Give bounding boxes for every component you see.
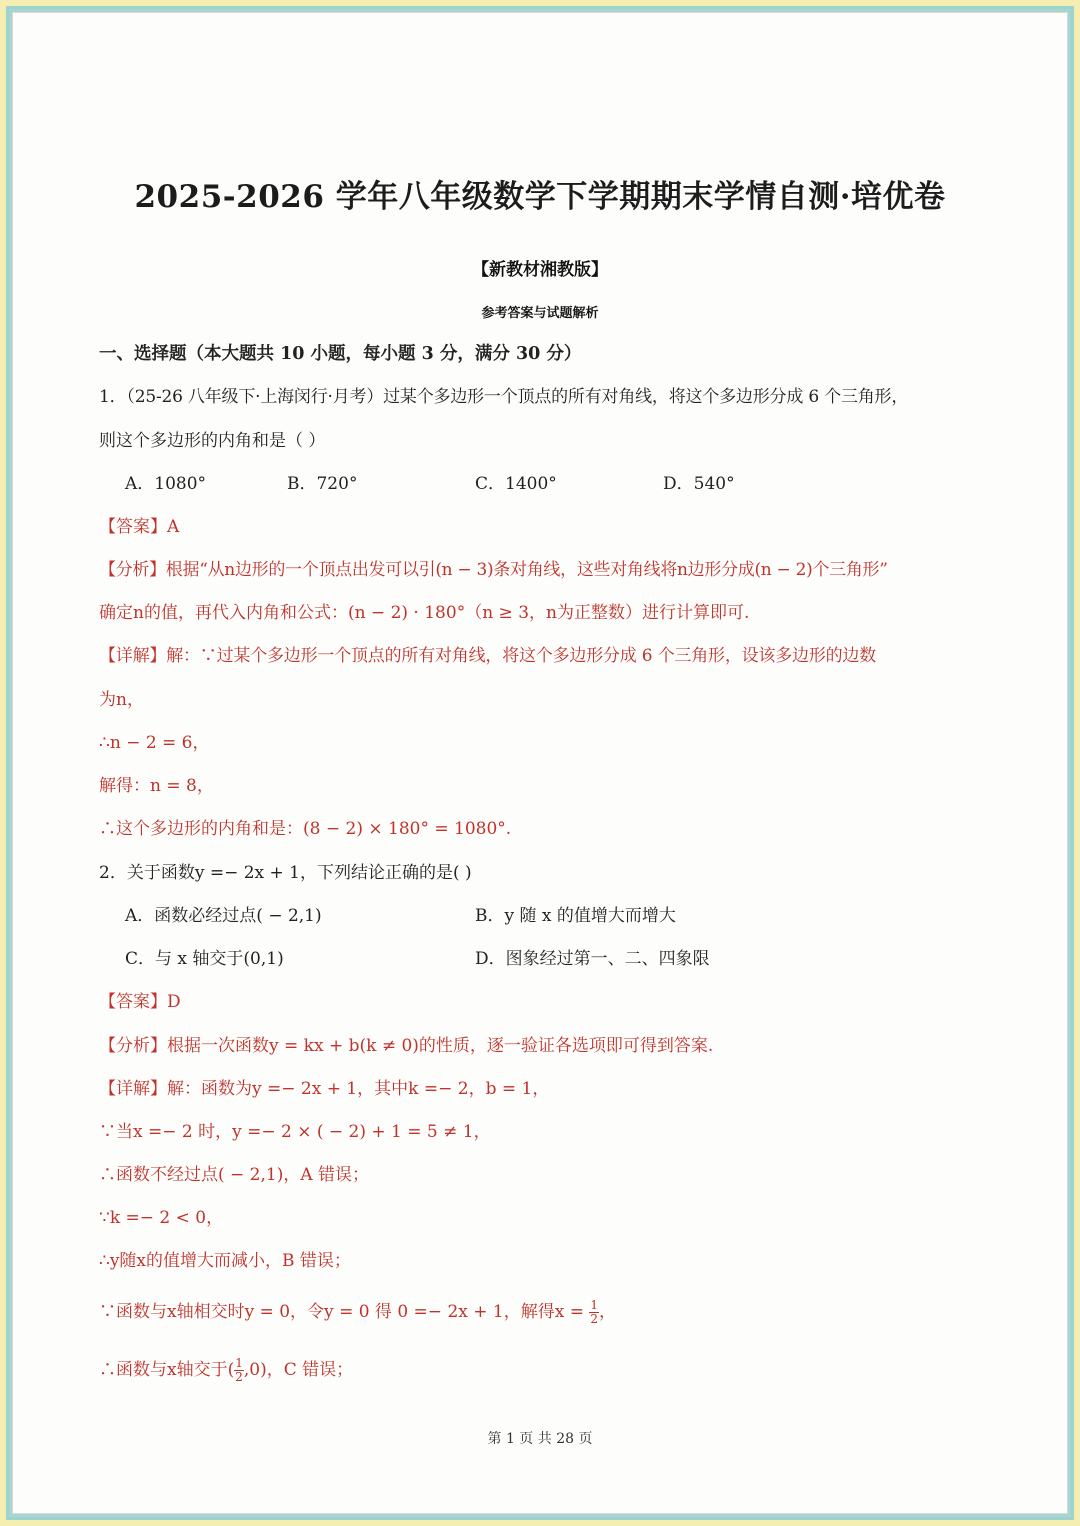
section-heading: 一、选择题（本大题共 10 小题，每小题 3 分，满分 30 分） (99, 344, 582, 364)
q2-detail-line5: ∴y随x的值增大而减小，B 错误； (99, 1251, 351, 1271)
page-footer: 第 1 页 共 28 页 (487, 1431, 593, 1447)
q2-detail-line4: ∵k =− 2 < 0， (99, 1208, 224, 1228)
q1-analysis-line1: 【分析】根据“从n边形的一个顶点出发可以引(n − 3)条对角线，这些对角线将n边形分成(n − 2)个三角形” (99, 560, 888, 580)
q1-detail-line2: 为n， (99, 690, 144, 710)
fraction-half (589, 1299, 599, 1326)
document-title: 2025-2026 学年八年级数学下学期期末学情自测·培优卷 (134, 179, 946, 215)
q2-detail-line6 (99, 1299, 1027, 1326)
q2-detail-line7 (99, 1357, 1027, 1384)
q1-option-b: B．720° (287, 474, 358, 494)
q1-option-d: D．540° (663, 474, 735, 494)
q1-detail-line3: ∴n − 2 = 6， (99, 733, 210, 753)
document-page (12, 12, 1068, 1514)
fraction-denominator: 2 (590, 1312, 599, 1326)
q1-stem-line1: 1．（25-26 八年级下·上海闵行·月考）过某个多边形一个顶点的所有对角线，将这个多边形分成 6 个三角形， (99, 387, 909, 407)
q2-stem: 2．关于函数y =− 2x + 1，下列结论正确的是( ) (99, 863, 472, 883)
q2-option-b: B．y 随 x 的值增大而增大 (475, 906, 676, 926)
q1-detail-line5: ∴这个多边形的内角和是：(8 − 2) × 180° = 1080°. (99, 819, 512, 839)
q1-detail-line1: 【详解】解：∵过某个多边形一个顶点的所有对角线，将这个多边形分成 6 个三角形，设该多边形的边数 (99, 646, 877, 666)
q2-analysis: 【分析】根据一次函数y = kx + b(k ≠ 0)的性质，逐一验证各选项即可得到答案. (99, 1036, 714, 1056)
q2-detail-line1: 【详解】解：函数为y =− 2x + 1，其中k =− 2，b = 1， (99, 1079, 550, 1099)
answer-key-subtitle: 参考答案与试题解析 (481, 306, 599, 321)
q2-detail-line7-text: ∴函数与x轴交于( (99, 1360, 235, 1380)
q1-analysis-line2: 确定n的值，再代入内角和公式：(n − 2) · 180°（n ≥ 3，n为正整数）进行计算即可. (99, 603, 750, 623)
fraction-numerator: 1 (590, 1298, 599, 1312)
q1-stem-line2: 则这个多边形的内角和是（ ） (99, 431, 326, 451)
q2-detail-line2: ∵当x =− 2 时，y =− 2 × ( − 2) + 1 = 5 ≠ 1， (99, 1122, 491, 1142)
q2-detail-line6-end: ， (599, 1302, 617, 1322)
q2-detail-line3: ∴函数不经过点( − 2,1)，A 错误； (99, 1165, 370, 1185)
q2-option-a: A．函数必经过点( − 2,1) (125, 906, 322, 926)
fraction-denominator-2: 2 (235, 1370, 243, 1384)
edition-label: 【新教材湘教版】 (472, 260, 608, 280)
q2-answer: 【答案】D (99, 992, 181, 1012)
q2-detail-line7-end: ,0)，C 错误； (243, 1360, 354, 1380)
fraction-half-2 (234, 1357, 244, 1384)
q1-option-a: A．1080° (125, 474, 207, 494)
q1-detail-line4: 解得：n = 8， (99, 776, 214, 796)
q2-detail-line6-text: ∵函数与x轴相交时y = 0，令y = 0 得 0 =− 2x + 1，解得x = (99, 1302, 590, 1322)
q2-option-d: D．图象经过第一、二、四象限 (475, 949, 710, 969)
q1-option-c: C．1400° (475, 474, 557, 494)
q1-answer: 【答案】A (99, 517, 180, 537)
fraction-numerator-2: 1 (235, 1356, 243, 1370)
q2-option-c: C．与 x 轴交于(0,1) (125, 949, 284, 969)
